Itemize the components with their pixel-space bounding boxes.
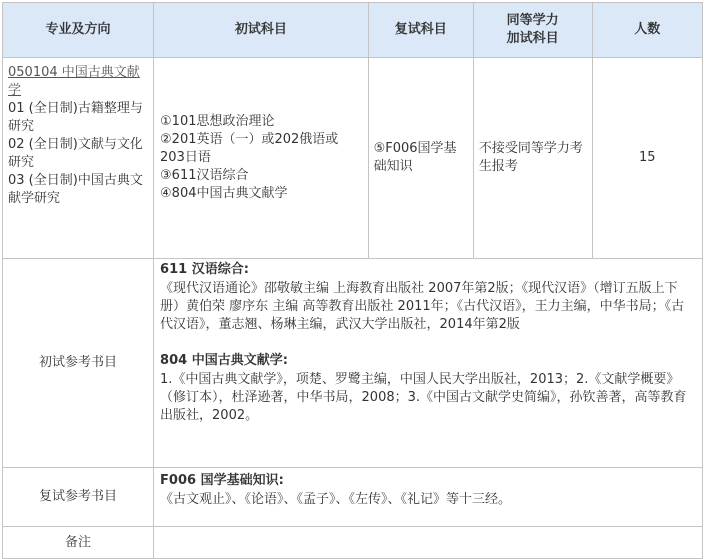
header-count: 人数 (592, 3, 702, 58)
header-major: 专业及方向 (3, 3, 154, 58)
book-block-title: 804 中国古典文献学: (160, 353, 288, 368)
second-exam-cell: ⑤F006国学基础知识 (368, 58, 473, 259)
header-first-exam: 初试科目 (154, 3, 369, 58)
direction-item: 03 (全日制)中国古典文献学研究 (8, 173, 143, 206)
first-books-row (3, 259, 703, 468)
book-block-title: F006 国学基础知识: (160, 473, 284, 488)
book-block-text: 《现代汉语通论》邵敬敏主编 上海教育出版社 2007年第2版；《现代汉语》（增订五版上下册）黄伯荣 廖序东 主编 高等教育出版社 2011年；《古代汉语》，王力主编，中华书局；《古代汉语》，董志翘、杨琳主编，武汉大学出版社，2014年第2版 (160, 281, 685, 332)
first-books-label: 初试参考书目 (3, 259, 154, 468)
admissions-table (2, 2, 703, 559)
major-cell (3, 58, 154, 259)
direction-item: 02 (全日制)文献与文化研究 (8, 137, 143, 170)
equiv-exam-cell: 不接受同等学力考生报考 (473, 58, 592, 259)
header-row (3, 3, 703, 58)
note-label: 备注 (3, 527, 154, 559)
first-exam-subject: ③611汉语综合 (160, 168, 249, 183)
first-books-content (154, 259, 703, 468)
note-value (154, 527, 703, 559)
first-exam-subject: ②201英语（一）或202俄语或203日语 (160, 132, 339, 165)
first-exam-cell (154, 58, 369, 259)
book-block-text: 《古文观止》、《论语》、《孟子》、《左传》、《礼记》等十三经。 (160, 492, 512, 507)
direction-item: 01 (全日制)古籍整理与研究 (8, 101, 143, 134)
header-equiv-exam-line2: 加试科目 (506, 31, 559, 46)
first-exam-subject: ④804中国古典文献学 (160, 186, 288, 201)
count-cell: 15 (592, 58, 702, 259)
major-code-link[interactable]: 050104 中国古典文献学 (8, 65, 140, 98)
block-spacer (160, 334, 696, 352)
second-books-label: 复试参考书目 (3, 468, 154, 527)
first-exam-subject: ①101思想政治理论 (160, 114, 275, 129)
note-row (3, 527, 703, 559)
book-block-title: 611 汉语综合: (160, 262, 249, 277)
header-second-exam: 复试科目 (368, 3, 473, 58)
second-books-row (3, 468, 703, 527)
program-row (3, 58, 703, 259)
header-equiv-exam-line1: 同等学力 (506, 13, 559, 28)
header-equiv-exam (473, 3, 592, 58)
second-books-content (154, 468, 703, 527)
book-block-text: 1.《中国古典文献学》，项楚、罗鹭主编，中国人民大学出版社，2013；2.《文献学概要》（修订本），杜泽逊著，中华书局，2008；3.《中国古文献学史简编》，孙钦善著，高等教育出版社，2002。 (160, 372, 687, 423)
